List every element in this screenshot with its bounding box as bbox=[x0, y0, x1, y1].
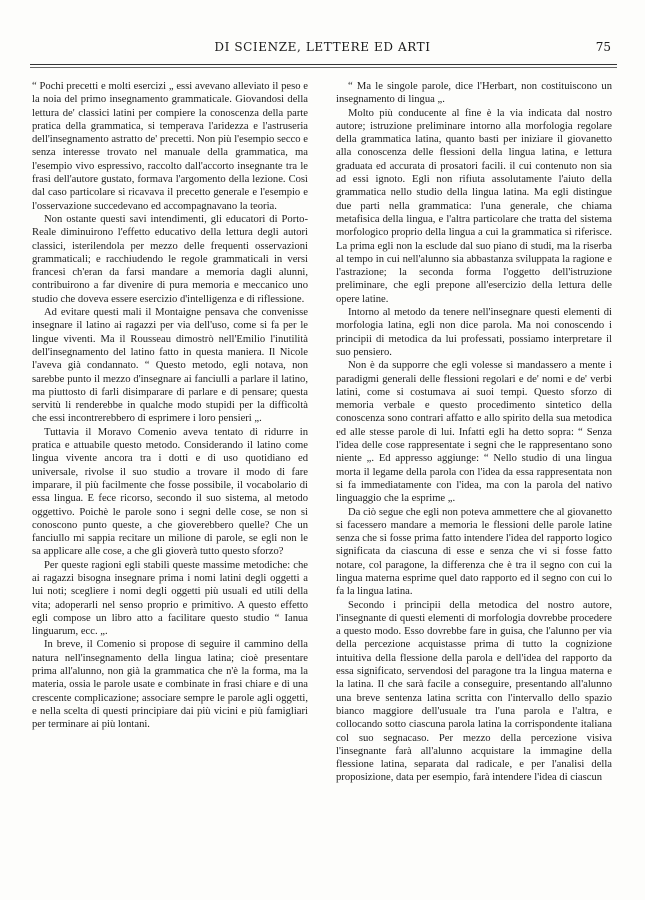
paragraph: In breve, il Comenio si propose di seguire il cammino della natura nell'insegnamento della lingua latina; cioè presentare prima all'alunno, non già la grammatica che n'è la forma, ma la materia, ossia le parole usate e combinate in frasi chiare e di una crescente complicazione; associare sempre le parole agli oggetti, e nella scelta di questi principiare dai più vicini e più famigliari per terminare ai più lontani. bbox=[32, 639, 308, 731]
paragraph: Non è da supporre che egli volesse si mandassero a mente i paradigmi generali delle flessioni regolari e de' nomi e de' verbi latini, come si costumava ai suoi tempi. Questo sforzo di memoria verbale e questo procedimento sintetico della conoscenza sono contrari affatto e allo spirito della sua metodica ed alle stesse parole di lui. Infatti egli ha detto sopra: “ Senza l'idea delle cose rappresentate i segni che le rappresentano sono niente „. Ed appresso aggiunge: “ Nello studio di una lingua morta il legame della parola con l'idea da essa rappresentata non si fa immediatamente con l'idea, ma con la parola del nativo linguaggio che la esprime „. bbox=[336, 360, 612, 505]
paragraph: Secondo i principii della metodica del nostro autore, l'insegnante di questi elementi di morfologia dovrebbe procedere a questo modo. Esso dovrebbe fare in guisa, che l'alunno per via della percezione acquistasse prima di tutto la cognizione intuitiva della flessione della parola e dell'idea del rapporto da essa significato, servendosi del paragone tra la lingua materna e la latina. Il che sarà facile a conseguire, presentando all'alunno una breve sentenza latina scritta con l'intervallo dello spazio bianco maggiore dell'usuale tra l'una parola e l'altra, e collocando sotto ciascuna parola latina la corrispondente italiana col suo segnacaso. Per mezzo della percezione visiva l'insegnante farà all'alunno acquistare la immagine della flessione latina, separata dal radicale, e per l'analisi della proposizione, data per esempio, farà intendere l'idea di ciascun bbox=[336, 599, 612, 784]
paragraph: Da ciò segue che egli non poteva ammettere che al giovanetto si facessero mandare a memoria le flessioni delle parole latine senza che si fosse prima fatto intendere l'idea del rapporto logico significata da ciascuna di esse e senza che vi si fosse fatto notare, col paragone, la differenza che è tra il segno con cui la lingua materna esprime quel dato rapporto ed il segno con cui lo fa la lingua latina. bbox=[336, 506, 612, 598]
header-rule-secondary bbox=[30, 67, 617, 68]
left-column bbox=[32, 80, 308, 872]
page-number: 75 bbox=[595, 40, 611, 54]
paragraph: Molto più conducente al fine è la via indicata dal nostro autore; istruzione preliminare intorno alla morfologia regolare della grammatica latina, quanto basti per iniziare il giovanetto alla conoscenza delle flessioni della lingua latina, e lettura graduata ed accurata di prosatori facili. il cui contenuto non sia ad essi ignoto. Egli non rifiuta assolutamente l'aiuto della grammatica nello studio della lingua latina. Ma egli distingue due parti nella grammatica: l'una generale, che chiama metafisica della lingua, e l'altra particolare che tratta del sistema morfologico proprio della lingua a cui la grammatica si riferisce. La prima egli non la esclude dal suo piano di studi, ma la riserba al tempo in cui nell'alunno sia abbastanza sviluppata la ragione e l'astrazione; la seconda forma l'oggetto dell'istruzione preliminare, che egli prepone all'esercizio della lettura delle opere latine. bbox=[336, 107, 612, 305]
header-rule bbox=[30, 64, 617, 65]
paragraph: “ Pochi precetti e molti esercizi „ essi avevano alleviato il peso e la noia del primo insegnamento grammaticale. Giovandosi della lettura de' classici latini per compiere la conoscenza della parte pratica della grammatica, si temperava l'aridezza e l'astruseria dell'insegnamento astratto de' precetti. Non più l'esempio secco e senza interesse trovato nel manuale della grammatica, ma l'esempio vivo espressivo, raccolto dall'accorto insegnante tra le frasi dell'autore gustato, formava l'argomento della lezione. Così dal caso particolare si ricavava il precetto generale e l'esempio e l'osservazione succedevano ed accompagnavano la teoria. bbox=[32, 81, 308, 212]
paragraph: Intorno al metodo da tenere nell'insegnare questi elementi di morfologia latina, egli non dice parola. Ma noi conoscendo i principii di metodica da lui professati, possiamo interpretare il suo pensiero. bbox=[336, 307, 612, 358]
paragraph: Tuttavia il Moravo Comenio aveva tentato di ridurre in pratica e attuabile questo metodo. Considerando il latino come lingua vivente ancora tra i dotti e di uso quotidiano ed universale, rivolse il suo studio a trovare il modo di fare imparare, il più facilmente che fosse possibile, il vocabolario di essa lingua. E fece ricorso, secondo il suo sistema, al metodo oggettivo. Poichè le parole sono i segni delle cose, se non si conoscono punto queste, a che gioverebbero quelle? Che un fanciullo mi sappia recitare un milione di parole, se egli non le sa applicare alle cose, a che gli gioverà tutto questo sforzo? bbox=[32, 426, 308, 558]
paragraph: Per queste ragioni egli stabilì queste massime metodiche: che ai ragazzi bisogna insegnare prima i nomi latini degli oggetti a lui noti; scegliere i nomi degli oggetti più usuali ed utili della vita; adoperarli nel senso proprio e primitivo. A questo effetto egli compose un libro atto a facilitare questo studio “ Ianua linguarum, ecc. „. bbox=[32, 559, 308, 638]
paragraph: Non ostante questi savi intendimenti, gli educatori di Porto-Reale diminuirono l'effetto educativo della lettura degli autori classici, isterilendola per mezzo delle frequenti osservazioni grammaticali; e racchiudendo le regole grammaticali in versi francesi ch'eran da farsi mandare a memoria dagli alunni, contribuirono a far divenire di pura memoria e meccanico uno studio che doveva essere esercizio d'intelligenza e di riflessione. bbox=[32, 213, 308, 305]
running-title: DI SCIENZE, LETTERE ED ARTI bbox=[214, 40, 431, 54]
right-column bbox=[336, 80, 612, 872]
page-header bbox=[30, 40, 615, 62]
paragraph: “ Ma le singole parole, dice l'Herbart, non costituiscono un insegnamento di lingua „. bbox=[336, 81, 612, 106]
paragraph: Ad evitare questi mali il Montaigne pensava che convenisse insegnare il latino ai ragazzi per via dell'uso, come si fa per le lingue viventi. Ma il Rousseau dimostrò nell'Emilio l'inutilità dell'insegnamento del latino fatto in questa maniera. Il Nicole l'aveva già condannato. “ Questo metodo, egli notava, non sarebbe punto il mezzo d'insegnare ai fanciulli a parlare il latino, ma piuttosto di farli disimparare di parlare e di pensare; questa servitù li renderebbe in qualche modo stupidi per la difficoltà che essi incontrerebbero di esprimere i loro pensieri „. bbox=[32, 307, 308, 425]
